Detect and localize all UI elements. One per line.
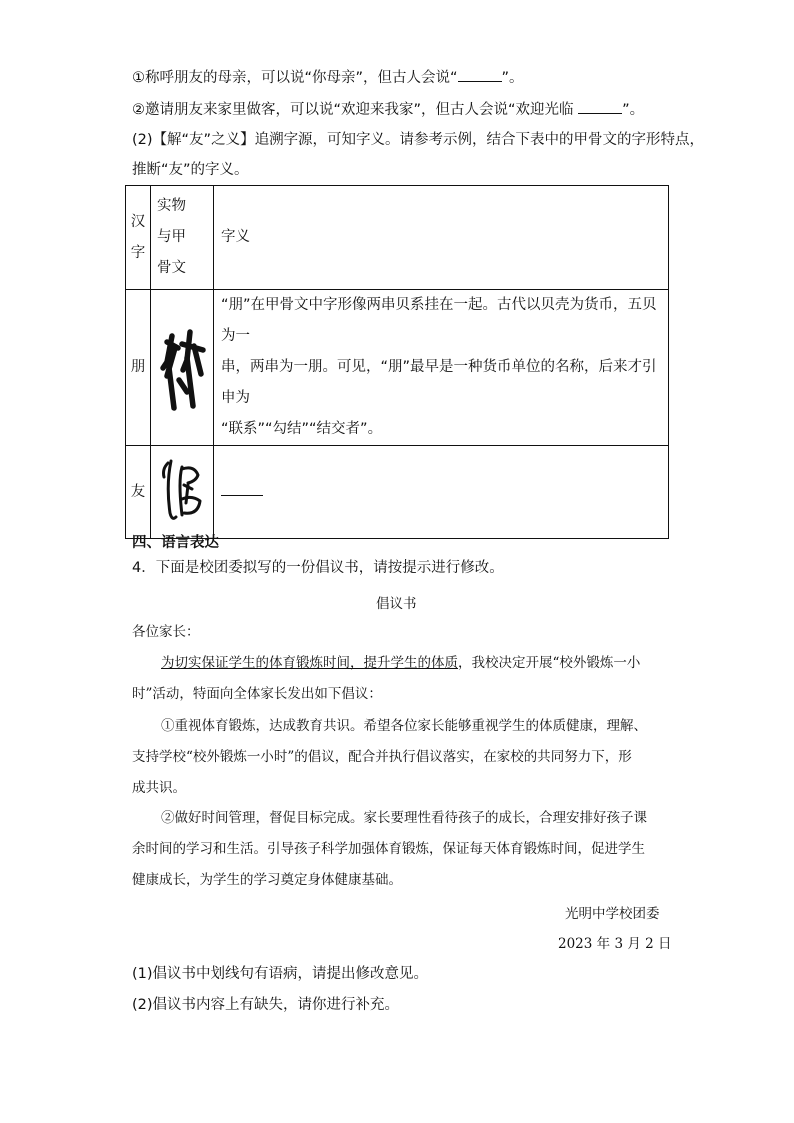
you-oracle-glyph-icon xyxy=(151,446,214,539)
q3-sub1-item1: ①称呼朋友的母亲，可以说“你母亲”，但古人会说“ ”。 xyxy=(132,66,524,88)
q3-sub1-item2: ②邀请朋友来家里做客，可以说“欢迎来我家”，但古人会说“欢迎光临 ”。 xyxy=(132,98,644,120)
section-heading: 四、语言表达 xyxy=(132,535,219,551)
letter-p2-line2: 支持学校“校外锻炼一小时”的倡议，配合并执行倡议落实，在家校的共同努力下，形 xyxy=(132,749,632,765)
header-meaning: 字义 xyxy=(214,186,669,290)
answer-blank-2[interactable] xyxy=(578,98,622,114)
letter-date: 2023 年 3 月 2 日 xyxy=(558,936,672,952)
table-row xyxy=(126,446,669,539)
character-table xyxy=(125,185,669,539)
question-4: 4．下面是校团委拟写的一份倡议书，请按提示进行修改。 xyxy=(132,560,504,576)
peng-glyph-svg xyxy=(157,322,207,414)
q3-sub2-line1: (2)【解“友”之义】追溯字源，可知字义。请参考示例，结合下表中的甲骨文的字形特点， xyxy=(132,132,705,148)
header-object-oracle: 实物 与甲 骨文 xyxy=(151,186,214,290)
letter-p1-line1: 为切实保证学生的体育锻炼时间，提升学生的体质，我校决定开展“校外锻炼一小 xyxy=(161,655,641,671)
you-meaning-answer-blank[interactable] xyxy=(221,481,263,496)
q3-sub2-line2: 推断“友”的字义。 xyxy=(132,162,249,178)
letter-p2-line1: ①重视体育锻炼，达成教育共识。希望各位家长能够重视学生的体质健康，理解、 xyxy=(161,718,647,734)
letter-p3-line3: 健康成长，为学生的学习奠定身体健康基础。 xyxy=(132,872,402,888)
row-meaning-peng: “朋”在甲骨文中字形像两串贝系挂在一起。古代以贝壳为货币，五贝为一 串，两串为一朋。可见，“朋”最早是一种货币单位的名称，后来才引申为 “联系”“勾结”“结交者”。 xyxy=(214,290,669,446)
letter-p3-line2: 余时间的学习和生活。引导孩子科学加强体育锻炼，保证每天体育锻炼时间，促进学生 xyxy=(132,841,645,857)
row-char-you: 友 xyxy=(126,446,151,539)
letter-salutation: 各位家长： xyxy=(132,624,200,640)
table-header-row xyxy=(126,186,669,290)
letter-p3-line1: ②做好时间管理，督促目标完成。家长要理性看待孩子的成长，合理安排好孩子课 xyxy=(161,810,647,826)
question-4-sub1: (1)倡议书中划线句有语病，请提出修改意见。 xyxy=(132,966,429,982)
you-glyph-svg xyxy=(158,455,206,529)
row-meaning-you xyxy=(214,446,669,539)
answer-blank-1[interactable] xyxy=(458,66,502,82)
header-hanzi: 汉 字 xyxy=(126,186,151,290)
underlined-sentence: 为切实保证学生的体育锻炼时间，提升学生的体质 xyxy=(161,655,458,671)
letter-p2-line3: 成共识。 xyxy=(132,780,186,796)
letter-title: 倡议书 xyxy=(376,596,417,612)
row-char-peng: 朋 xyxy=(126,290,151,446)
table-row xyxy=(126,290,669,446)
question-4-sub2: (2)倡议书内容上有缺失，请你进行补充。 xyxy=(132,997,400,1013)
letter-signature: 光明中学校团委 xyxy=(565,906,660,922)
peng-oracle-glyph-icon xyxy=(151,290,214,446)
letter-p1-line2: 时”活动，特面向全体家长发出如下倡议： xyxy=(132,686,382,702)
